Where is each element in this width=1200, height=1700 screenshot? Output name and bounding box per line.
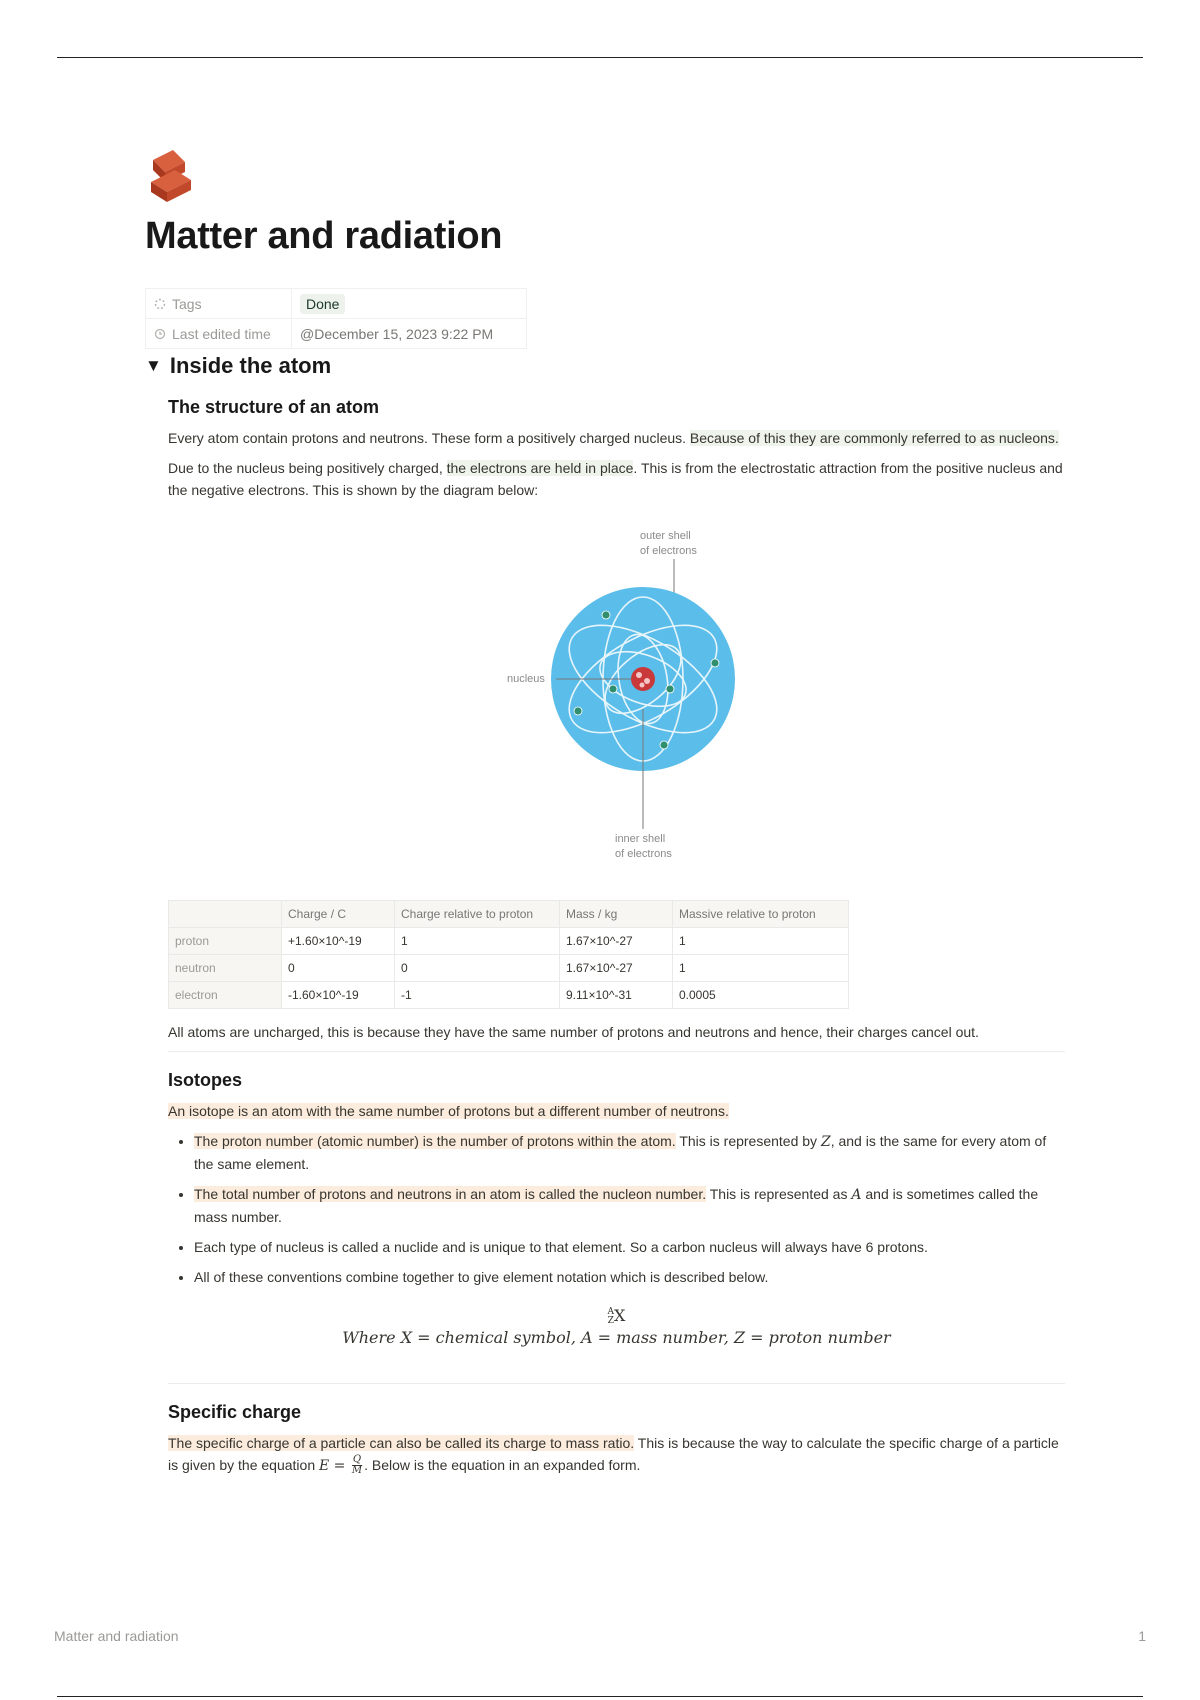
particle-table: Charge / C Charge relative to proton Mass / kg Massive relative to proton proton +1.60×10^-19 1 1.67×10^-27 1 neutron 0 0 1.67×10^-27 1 electron -1.60×10^-19 -1 9.11×10^-31 0.0005 (168, 900, 849, 1009)
loading-icon (154, 298, 166, 310)
page-number: 1 (1138, 1628, 1146, 1644)
divider (168, 1383, 1065, 1384)
bullet-list (168, 1130, 1065, 1288)
last-edited-value: @December 15, 2023 9:22 PM (300, 325, 494, 342)
nucleus (631, 667, 655, 691)
heading-structure: The structure of an atom (168, 397, 380, 417)
divider (168, 1051, 1065, 1052)
toggle-heading: Inside the atom (169, 353, 332, 378)
list-item: • All of these conventions combine together to give element notation which is described below. (194, 1266, 1065, 1288)
outer-shell-label: outer shell (640, 530, 691, 542)
page-content (145, 140, 1065, 1485)
inner-shell-label: inner shell (615, 833, 666, 845)
inner-shell-label: of electrons (615, 848, 672, 860)
paragraph: An isotope is an atom with the same number of protons but a different number of neutrons. (168, 1103, 729, 1119)
toggle-content (168, 397, 1065, 1477)
element-notation-equation: A Z X Where X = chemical symbol, A = mass number, Z = proton number (342, 1306, 891, 1347)
nucleus-label: nucleus (507, 673, 545, 685)
page-title: Matter and radiation (145, 215, 503, 257)
toggle-inside-the-atom[interactable] (145, 353, 1065, 379)
heading-specific-charge: Specific charge (168, 1401, 302, 1422)
list-item: • The total number of protons and neutrons in an atom is called the nucleon number. This is represented as A and is sometimes called the mass number. (194, 1183, 1065, 1228)
paragraph: The specific charge of a particle can also be called its charge to mass ratio. This is because the way to calculate the specific charge of a particle is given by the equation E = $\frac{Q}{M}$ . Below is the equation in an expanded form. (168, 1434, 1059, 1477)
properties-table (145, 288, 527, 349)
triangle-down-icon[interactable]: ▼ (145, 356, 162, 375)
property-row-tags[interactable] (146, 289, 526, 319)
list-item: • The proton number (atomic number) is the number of protons within the atom. This is represented by Z, and is the same for every atom of the same element. (194, 1130, 1065, 1175)
footer-title: Matter and radiation (54, 1628, 179, 1644)
paragraph: Every atom contain protons and neutrons. These form a positively charged nucleus. Because of this they are commonly referred to as nucleons. (168, 430, 1059, 446)
property-key: Last edited time (172, 325, 271, 342)
table-row: electron -1.60×10^-19 -1 9.11×10^-31 0.0005 (169, 982, 849, 1009)
property-row-last-edited[interactable] (146, 319, 526, 348)
status-tag[interactable]: Done (300, 294, 345, 314)
heading-isotopes: Isotopes (168, 1070, 243, 1090)
outer-shell-label: of electrons (640, 545, 697, 557)
atom-diagram (468, 509, 798, 879)
property-key: Tags (172, 295, 202, 312)
list-item: • Each type of nucleus is called a nuclide and is unique to that element. So a carbon nucleus will always have 6 protons. (194, 1236, 1065, 1258)
paragraph: All atoms are uncharged, this is because they have the same number of protons and neutrons and hence, their charges cancel out. (168, 1024, 979, 1040)
clock-icon (154, 328, 166, 340)
table-row: proton +1.60×10^-19 1 1.67×10^-27 1 (169, 928, 849, 955)
page-footer (54, 1628, 1146, 1644)
bottom-rule (57, 1696, 1143, 1697)
table-row: neutron 0 0 1.67×10^-27 1 (169, 955, 849, 982)
paragraph: Due to the nucleus being positively charged, the electrons are held in place. This is from the electrostatic attraction from the positive nucleus and the negative electrons. This is shown by the diagram below: (168, 460, 1063, 498)
top-rule (57, 57, 1143, 58)
bricks-icon (145, 140, 205, 202)
